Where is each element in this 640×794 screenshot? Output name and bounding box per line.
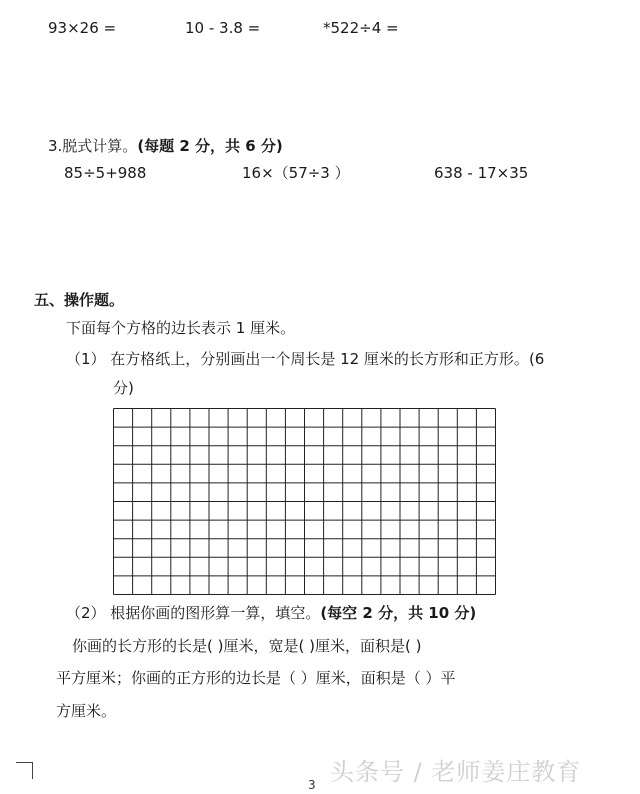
section-3-problem-3: 638 - 17×35 bbox=[434, 164, 529, 182]
fill-in-line-1: 你画的长方形的长是( )厘米，宽是( )厘米，面积是( ) bbox=[72, 637, 422, 655]
section-3-points: (每题 2 分，共 6 分) bbox=[137, 137, 283, 155]
problem-1: 93×26 = bbox=[48, 19, 117, 37]
fill-in-line-2: 平方厘米；你画的正方形的边长是（ ）厘米，面积是（ ）平 bbox=[56, 669, 456, 687]
page-number: 3 bbox=[308, 778, 316, 792]
corner-crop-mark bbox=[16, 762, 33, 779]
question-1-line-1: （1） 在方格纸上，分别画出一个周长是 12 厘米的长方形和正方形。(6 bbox=[66, 350, 545, 368]
problem-3: *522÷4 = bbox=[323, 19, 399, 37]
section-3-heading: 3.脱式计算。 bbox=[48, 137, 138, 155]
watermark: 头条号 / 老师姜庄教育 bbox=[330, 758, 582, 786]
section-3-heading-line bbox=[48, 136, 283, 156]
section-5-intro: 下面每个方格的边长表示 1 厘米。 bbox=[66, 319, 296, 337]
section-3-problem-1: 85÷5+988 bbox=[64, 164, 147, 182]
question-1-line-2: 分) bbox=[113, 379, 134, 397]
section-3-problem-2: 16×（57÷3 ） bbox=[242, 164, 350, 182]
question-2-line bbox=[66, 603, 476, 623]
question-2-points: (每空 2 分，共 10 分) bbox=[320, 604, 477, 622]
problem-2: 10 - 3.8 = bbox=[185, 19, 261, 37]
question-2-text: （2） 根据你画的图形算一算，填空。 bbox=[66, 604, 321, 622]
fill-in-line-3: 方厘米。 bbox=[56, 702, 117, 720]
section-5-heading: 五、操作题。 bbox=[34, 291, 125, 309]
grid-paper bbox=[113, 408, 496, 595]
